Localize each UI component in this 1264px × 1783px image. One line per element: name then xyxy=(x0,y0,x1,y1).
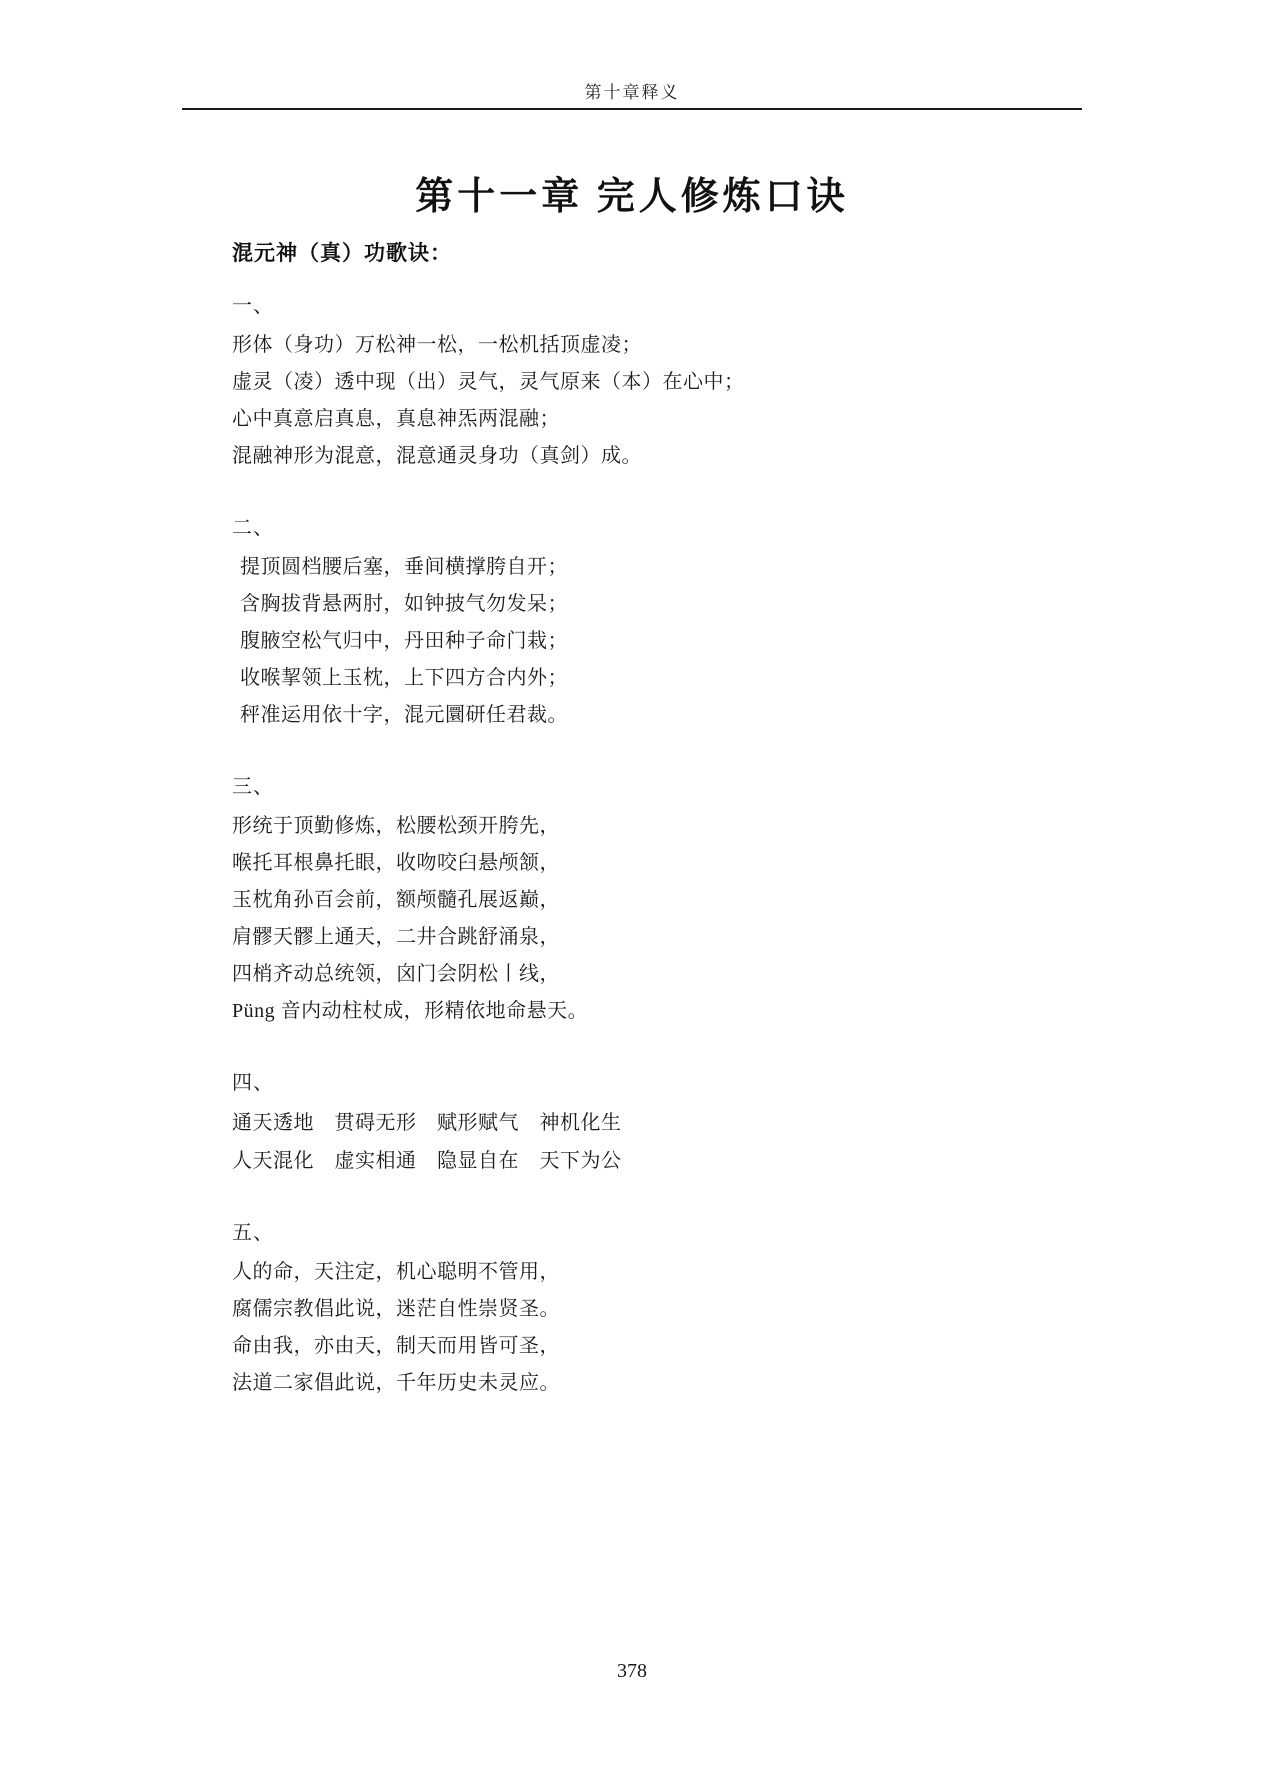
poem-line: 命由我，亦由天，制天而用皆可圣， xyxy=(232,1335,560,1357)
poem-line: 喉托耳根鼻托眼，收吻咬臼悬颅颔， xyxy=(232,852,560,874)
poem-line: 腐儒宗教倡此说，迷茫自性崇贤圣。 xyxy=(232,1298,560,1320)
stanza-4 xyxy=(232,1066,1062,1180)
poem-line: 通天透地 贯碍无形 赋形赋气 神机化生 xyxy=(232,1112,622,1134)
page-number: 378 xyxy=(617,1660,647,1682)
stanza-2 xyxy=(232,511,1062,734)
poem-line: 形统于顶勤修炼，松腰松颈开胯先， xyxy=(232,815,560,837)
poem-line: 含胸拔背悬两肘，如钟披气勿发呆； xyxy=(240,593,568,615)
poem-line: 肩髎天髎上通天，二井合跳舒涌泉， xyxy=(232,926,560,948)
stanza-number: 一、 xyxy=(232,295,274,317)
stanza-1 xyxy=(232,289,1062,475)
stanza-number: 三、 xyxy=(232,776,274,798)
poem-line: 混融神形为混意，混意通灵身功（真剑）成。 xyxy=(232,445,642,467)
poem-line: 四梢齐动总统领，囟门会阴松丨线， xyxy=(232,963,560,985)
stanza-3 xyxy=(232,770,1062,1030)
running-header: 第十章释义 xyxy=(584,83,680,102)
section-heading: 混元神（真）功歌诀： xyxy=(232,241,452,265)
document-body xyxy=(232,237,1062,1438)
stanza-number: 四、 xyxy=(232,1072,274,1094)
poem-line: 人的命，天注定，机心聪明不管用， xyxy=(232,1261,560,1283)
page-title: 第十一章 完人修炼口诀 xyxy=(415,176,849,219)
stanza-number: 二、 xyxy=(232,517,274,539)
stanza-number: 五、 xyxy=(232,1222,274,1244)
poem-line: 虚灵（凌）透中现（出）灵气，灵气原来（本）在心中； xyxy=(232,371,745,393)
poem-line: 玉枕角孙百会前，额颅髓孔展返巅， xyxy=(232,889,560,911)
poem-line: 收喉挈领上玉枕，上下四方合内外； xyxy=(240,667,568,689)
poem-line: 形体（身功）万松神一松，一松机括顶虚凌； xyxy=(232,334,642,356)
header-divider xyxy=(182,108,1082,110)
poem-line: 法道二家倡此说，千年历史未灵应。 xyxy=(232,1372,560,1394)
stanza-5 xyxy=(232,1216,1062,1402)
poem-line: Püng 音内动柱杖成，形精依地命悬天。 xyxy=(232,1000,589,1022)
poem-line: 秤准运用依十字，混元圜研任君裁。 xyxy=(240,704,568,726)
poem-line: 腹腋空松气归中，丹田种子命门栽； xyxy=(240,630,568,652)
poem-line: 心中真意启真息，真息神炁两混融； xyxy=(232,408,560,430)
poem-line: 提顶圆档腰后塞，垂间横撑胯自开； xyxy=(240,556,568,578)
poem-line: 人天混化 虚实相通 隐显自在 天下为公 xyxy=(232,1150,622,1172)
